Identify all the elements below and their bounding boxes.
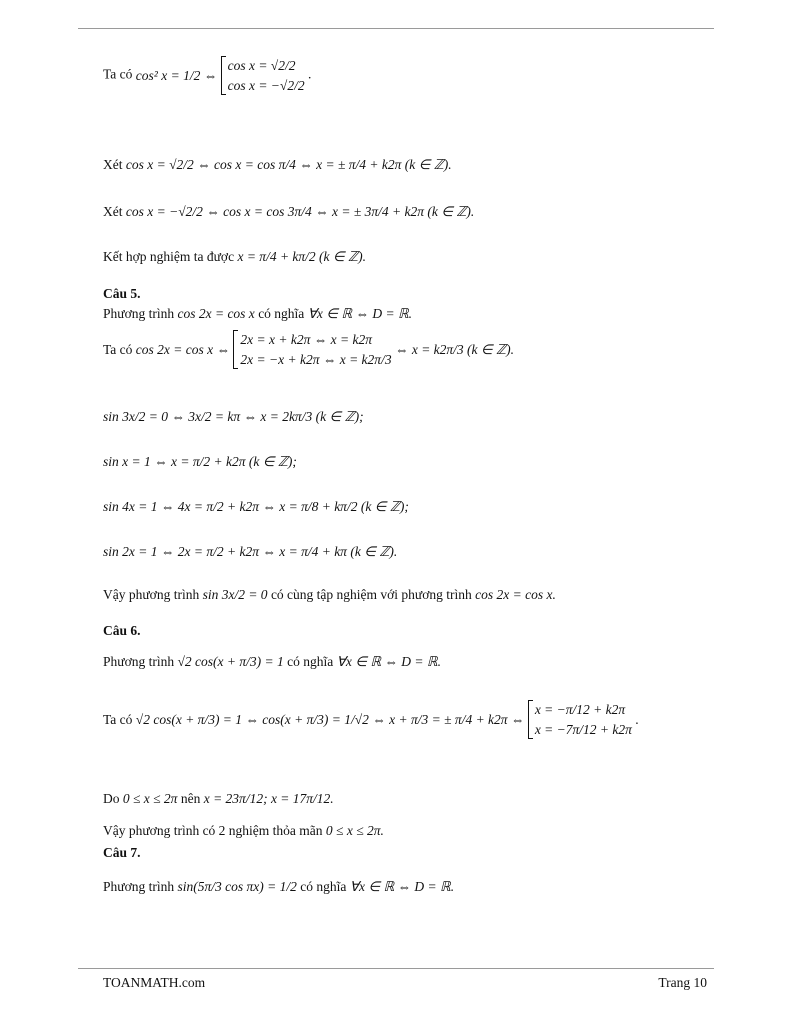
l14-mid: có nghĩa — [287, 654, 334, 669]
l16-eq2: x = 23π/12; x = 17π/12. — [203, 791, 334, 806]
l7-case-1: 2x = x + k2π ⇔ x = k2π — [240, 332, 372, 347]
l19-eq: sin(5π/3 cos πx) = 1/2 — [177, 879, 297, 894]
l4-pre: Kết hợp nghiệm ta được — [103, 249, 235, 264]
line-case-neg — [103, 205, 474, 219]
heading-cau-7: Câu 7. — [103, 845, 141, 860]
l7-post: ⇔ x = k2π/3 (k ∈ ℤ). — [394, 341, 514, 357]
l2-eq: cos x = √2/2 ⇔ cos x = cos π/4 ⇔ x = ± π/4 + k2π (k ∈ ℤ). — [125, 157, 452, 172]
l4-eq: x = π/4 + kπ/2 (k ∈ ℤ). — [237, 249, 366, 264]
l15-end: . — [635, 711, 639, 727]
l6-pre: Phương trình — [103, 306, 175, 321]
l12-eq2: cos 2x = cos x. — [475, 587, 556, 602]
line-sin-x: sin x = 1 ⇔ x = π/2 + k2π (k ∈ ℤ); — [103, 454, 297, 469]
l15-case-2: x = −7π/12 + k2π — [534, 721, 632, 737]
l14-pre: Phương trình — [103, 654, 175, 669]
l16-mid: nên — [180, 791, 201, 806]
line-interval — [103, 792, 334, 806]
l1-end: . — [307, 66, 312, 82]
l7-case-2: 2x = −x + k2π ⇔ x = k2π/3 — [240, 351, 392, 367]
l3-pre: Xét — [103, 204, 123, 219]
line-conclusion-5 — [103, 588, 556, 602]
l12-mid: có cùng tập nghiệm với phương trình — [270, 587, 472, 602]
l15-pre: Ta có — [103, 711, 133, 727]
l15-system — [528, 700, 632, 739]
l3-eq: cos x = −√2/2 ⇔ cos x = cos 3π/4 ⇔ x = ± 3π/4 + k2π (k ∈ ℤ). — [125, 204, 475, 219]
line-domain-5 — [103, 307, 412, 321]
l16-pre: Do — [103, 791, 120, 806]
l14-eq2: ∀x ∈ ℝ ⇔ D = ℝ. — [336, 654, 441, 669]
l7-pre: Ta có — [103, 341, 133, 357]
footer-page-number: Trang 10 — [658, 975, 707, 990]
l6-mid: có nghĩa — [258, 306, 305, 321]
l7-eq: cos 2x = cos x ⇔ — [135, 341, 231, 357]
l1-pre: Ta có — [103, 66, 133, 82]
line-conclusion-6 — [103, 824, 384, 838]
footer-rule — [78, 968, 714, 969]
l17-pre: Vậy phương trình có 2 nghiệm thỏa mãn — [103, 823, 323, 838]
l7-system — [233, 330, 391, 369]
line-combine — [103, 250, 366, 264]
header-rule — [78, 28, 714, 29]
line-domain-7 — [103, 880, 454, 894]
l19-eq2: ∀x ∈ ℝ ⇔ D = ℝ. — [349, 879, 455, 894]
line-sin-2x: sin 2x = 1 ⇔ 2x = π/2 + k2π ⇔ x = π/4 + kπ (k ∈ ℤ). — [103, 544, 398, 559]
l12-eq: sin 3x/2 = 0 — [202, 587, 268, 602]
line-cos2x-system — [103, 330, 514, 369]
line-sin-4x: sin 4x = 1 ⇔ 4x = π/2 + k2π ⇔ x = π/8 + kπ/2 (k ∈ ℤ); — [103, 499, 409, 514]
l6-eq2: ∀x ∈ ℝ ⇔ D = ℝ. — [307, 306, 413, 321]
l2-pre: Xét — [103, 157, 123, 172]
l1-eq: cos² x = 1/2 ⇔ — [135, 67, 218, 83]
l14-eq: √2 cos(x + π/3) = 1 — [177, 654, 284, 669]
line-sin-3x-2: sin 3x/2 = 0 ⇔ 3x/2 = kπ ⇔ x = 2kπ/3 (k ∈ ℤ); — [103, 409, 364, 424]
l15-eq: √2 cos(x + π/3) = 1 ⇔ cos(x + π/3) = 1/√2 ⇔ x + π/3 = ± π/4 + k2π ⇔ — [135, 711, 525, 727]
l16-eq: 0 ≤ x ≤ 2π — [122, 791, 178, 806]
l1-case-2: cos x = −√2/2 — [227, 77, 305, 93]
footer-site: TOANMATH.com — [103, 975, 206, 990]
l1-system — [221, 56, 305, 95]
l17-eq: 0 ≤ x ≤ 2π. — [325, 823, 384, 838]
heading-cau-6: Câu 6. — [103, 623, 141, 638]
l15-case-1: x = −π/12 + k2π — [534, 702, 626, 717]
line-cos-squared — [103, 56, 311, 95]
line-case-pos — [103, 158, 452, 172]
l1-case-1: cos x = √2/2 — [227, 58, 296, 73]
line-domain-6 — [103, 655, 441, 669]
l6-eq: cos 2x = cos x — [177, 306, 255, 321]
l19-pre: Phương trình — [103, 879, 175, 894]
heading-cau-5: Câu 5. — [103, 286, 141, 301]
l19-mid: có nghĩa — [300, 879, 347, 894]
line-solve-6 — [103, 700, 639, 739]
l12-pre: Vậy phương trình — [103, 587, 200, 602]
